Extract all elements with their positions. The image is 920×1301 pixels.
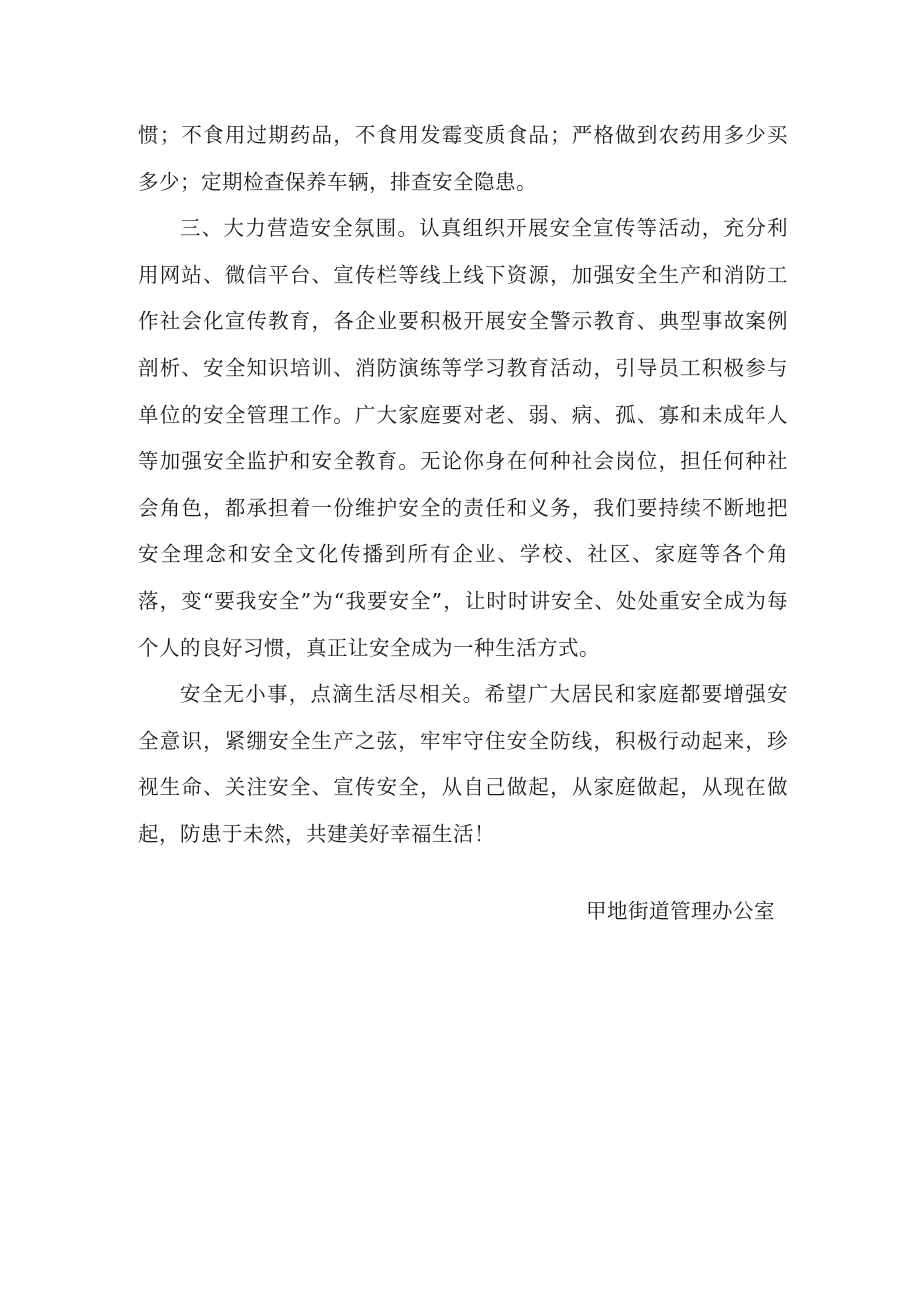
document-body: [138, 112, 788, 858]
paragraph-safety-atmosphere: 三、大力营造安全氛围。认真组织开展安全宣传等活动，充分利用网站、微信平台、宣传栏等线上线下资源，加强安全生产和消防工作社会化宣传教育，各企业要积极开展安全警示教育、典型事故案例剖析、安全知识培训、消防演练等学习教育活动，引导员工积极参与单位的安全管理工作。广大家庭要对老、弱、病、孤、寡和未成年人等加强安全监护和安全教育。无论你身在何种社会岗位，担任何种社会角色，都承担着一份维护安全的责任和义务，我们要持续不断地把安全理念和安全文化传播到所有企业、学校、社区、家庭等各个角落，变“要我安全”为“我要安全”，让时时讲安全、处处重安全成为每个人的良好习惯，真正让安全成为一种生活方式。: [138, 216, 788, 660]
signature-issuer: 甲地街道管理办公室: [586, 899, 775, 923]
paragraph-continuation: 惯；不食用过期药品，不食用发霉变质食品；严格做到农药用多少买多少；定期检查保养车辆，排查安全隐患。: [138, 123, 788, 194]
paragraph-closing-appeal: 安全无小事，点滴生活尽相关。希望广大居民和家庭都要增强安全意识，紧绷安全生产之弦，牢牢守住安全防线，积极行动起来，珍视生命、关注安全、宣传安全，从自己做起，从家庭做起，从现在做起，防患于未然，共建美好幸福生活！: [138, 682, 788, 846]
